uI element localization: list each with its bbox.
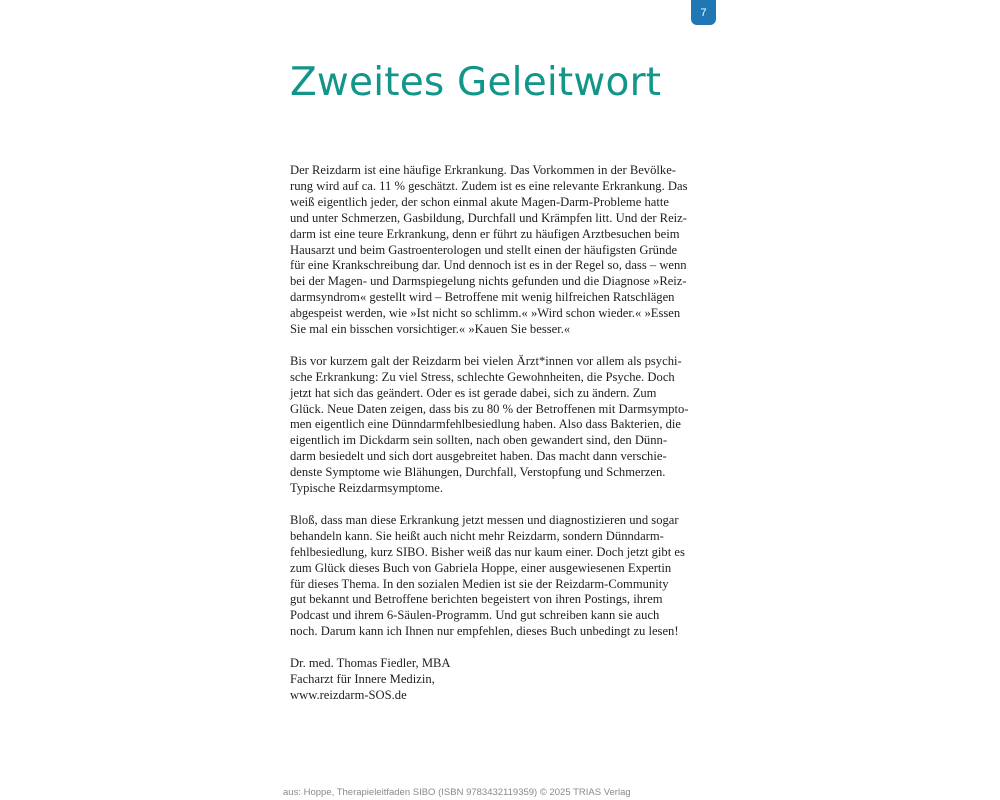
text-line: darm besiedelt und sich dort ausgebreitet haben. Das macht dann verschie- [290, 449, 667, 464]
text-line: behandeln kann. Sie heißt auch nicht mehr Reizdarm, sondern Dünndarm- [290, 528, 664, 543]
text-line: men eigentlich eine Dünndarmfehlbesiedlung haben. Also dass Bakterien, die [290, 417, 681, 432]
text-line: Typische Reizdarmsymptome. [290, 481, 444, 496]
text-line: Bloß, dass man diese Erkrankung jetzt messen und diagnostizieren und sogar [290, 512, 679, 527]
text-line: für dieses Thema. In den sozialen Medien ist sie der Reizdarm-Community [290, 576, 669, 591]
text-line: darm ist eine teure Erkrankung, denn er führt zu häufigen Arztbesuchen beim [290, 226, 680, 241]
text-line: eigentlich im Dickdarm sein sollten, nach oben gewandert sind, den Dünn- [290, 433, 668, 448]
text-line: darmsyndrom« gestellt wird – Betroffene mit wenig hilfreichen Ratschlägen [290, 290, 675, 305]
text-line: fehlbesiedlung, kurz SIBO. Bisher weiß das nur kaum einer. Doch jetzt gibt es [290, 544, 685, 559]
text-line: gut bekannt und Betroffene berichten begeistert von ihren Postings, ihrem [290, 592, 663, 607]
text-line: jetzt hat sich das geändert. Oder es ist gerade dabei, sich zu ändern. Zum [290, 385, 657, 400]
text-line: weiß eigentlich jeder, der schon einmal akute Magen-Darm-Probleme hatte [290, 194, 669, 209]
paragraph-2 [290, 353, 689, 497]
text-line: abgespeist werden, wie »Ist nicht so schlimm.« »Wird schon wieder.« »Essen [290, 306, 681, 321]
signature-block [290, 656, 682, 704]
text-line: Bis vor kurzem galt der Reizdarm bei vielen Ärzt*innen vor allem als psychi- [290, 353, 682, 368]
author-name: Dr. med. Thomas Fiedler, MBA [290, 656, 451, 671]
text-line: zum Glück dieses Buch von Gabriela Hoppe, einer ausgewiesenen Expertin [290, 560, 672, 575]
paragraph-1 [290, 163, 688, 338]
text-line: Glück. Neue Daten zeigen, dass bis zu 80 % der Betroffenen mit Darmsympto- [290, 401, 689, 416]
body-text [290, 163, 689, 704]
page-number: 7 [700, 6, 707, 19]
text-line: Sie mal ein bisschen vorsichtiger.« »Kauen Sie besser.« [290, 322, 571, 337]
paragraph-3 [290, 512, 685, 640]
author-website: www.reizdarm-SOS.de [290, 687, 407, 702]
page-number-badge [691, 0, 716, 25]
text-line: denste Symptome wie Blähungen, Durchfall, Verstopfung und Schmerzen. [290, 465, 666, 480]
author-title: Facharzt für Innere Medizin, [290, 671, 435, 686]
text-line: Der Reizdarm ist eine häufige Erkrankung. Das Vorkommen in der Bevölke- [290, 163, 676, 177]
text-line: noch. Darum kann ich Ihnen nur empfehlen, dieses Buch unbedingt zu lesen! [290, 624, 679, 639]
text-line: Hausarzt und beim Gastroenterologen und stellt einen der häufigsten Gründe [290, 242, 678, 257]
text-line: bei der Magen- und Darmspiegelung nichts gefunden und die Diagnose »Reiz- [290, 274, 687, 289]
text-line: für eine Krankschreibung dar. Und dennoch ist es in der Regel so, dass – wenn [290, 258, 687, 273]
text-line: rung wird auf ca. 11 % geschätzt. Zudem ist es eine relevante Erkrankung. Das [290, 178, 688, 193]
text-line: sche Erkrankung: Zu viel Stress, schlechte Gewohnheiten, die Psyche. Doch [290, 369, 675, 384]
text-line: Podcast und ihrem 6-Säulen-Programm. Und gut schreiben kann sie auch [290, 608, 660, 623]
text-line: und unter Schmerzen, Gasbildung, Durchfall und Krämpfen litt. Und der Reiz- [290, 210, 687, 225]
source-footer: aus: Hoppe, Therapieleitfaden SIBO (ISBN 9783432119359) © 2025 TRIAS Verlag [283, 787, 631, 798]
page-title: Zweites Geleitwort [290, 60, 662, 105]
